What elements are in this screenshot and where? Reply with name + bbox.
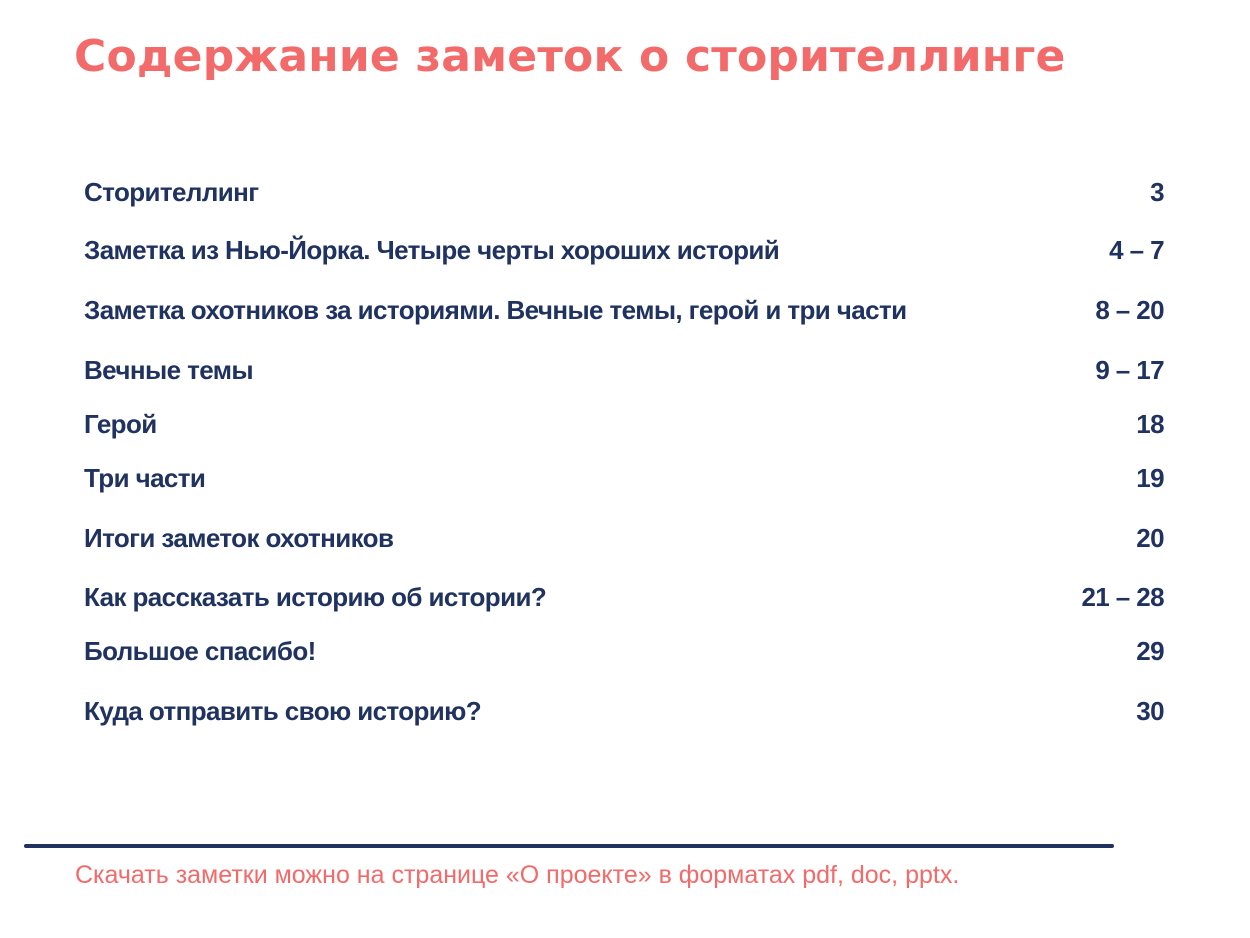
toc-entry-title: Сторителлинг bbox=[84, 176, 259, 207]
toc-entry-new-york-note[interactable] bbox=[84, 230, 1164, 270]
toc-entry-pages: 9 – 17 bbox=[1095, 354, 1164, 385]
toc-entry-story-about-story[interactable] bbox=[84, 577, 1164, 617]
toc-entry-title: Три части bbox=[84, 462, 206, 493]
toc-entry-eternal-themes[interactable] bbox=[84, 350, 1164, 390]
toc-entry-title: Большое спасибо! bbox=[84, 635, 316, 666]
toc-entry-title: Итоги заметок охотников bbox=[84, 522, 394, 553]
toc-entry-title: Как рассказать историю об истории? bbox=[84, 581, 547, 612]
toc-entry-thank-you[interactable] bbox=[84, 631, 1164, 671]
toc-entry-pages: 4 – 7 bbox=[1109, 234, 1164, 265]
toc-entry-pages: 19 bbox=[1136, 462, 1164, 493]
toc-entry-title: Куда отправить свою историю? bbox=[84, 695, 482, 726]
toc-entry-pages: 30 bbox=[1136, 695, 1164, 726]
footer-download-note: Скачать заметки можно на странице «О проекте» в форматах pdf, doc, pptx. bbox=[75, 861, 960, 889]
toc-entry-title: Вечные темы bbox=[84, 354, 253, 385]
toc-entry-pages: 21 – 28 bbox=[1081, 581, 1164, 612]
toc-entry-title: Герой bbox=[84, 408, 157, 439]
toc-entry-pages: 3 bbox=[1150, 176, 1164, 207]
toc-entry-pages: 8 – 20 bbox=[1095, 294, 1164, 325]
toc-entry-pages: 20 bbox=[1136, 522, 1164, 553]
toc-entry-hunters-summary[interactable] bbox=[84, 518, 1164, 558]
toc-entry-hunters-note[interactable] bbox=[84, 290, 1164, 330]
toc-entry-title: Заметка охотников за историями. Вечные темы, герой и три части bbox=[84, 294, 907, 325]
page-title: Содержание заметок о сторителлинге bbox=[74, 31, 1066, 82]
toc-entry-hero[interactable] bbox=[84, 404, 1164, 444]
toc-entry-where-to-send[interactable] bbox=[84, 691, 1164, 731]
footer-divider bbox=[24, 844, 1114, 848]
toc-entry-pages: 18 bbox=[1136, 408, 1164, 439]
toc-entry-pages: 29 bbox=[1136, 635, 1164, 666]
toc-entry-three-parts[interactable] bbox=[84, 458, 1164, 498]
toc-entry-storytelling[interactable] bbox=[84, 172, 1164, 212]
toc-entry-title: Заметка из Нью-Йорка. Четыре черты хороших историй bbox=[84, 234, 780, 265]
